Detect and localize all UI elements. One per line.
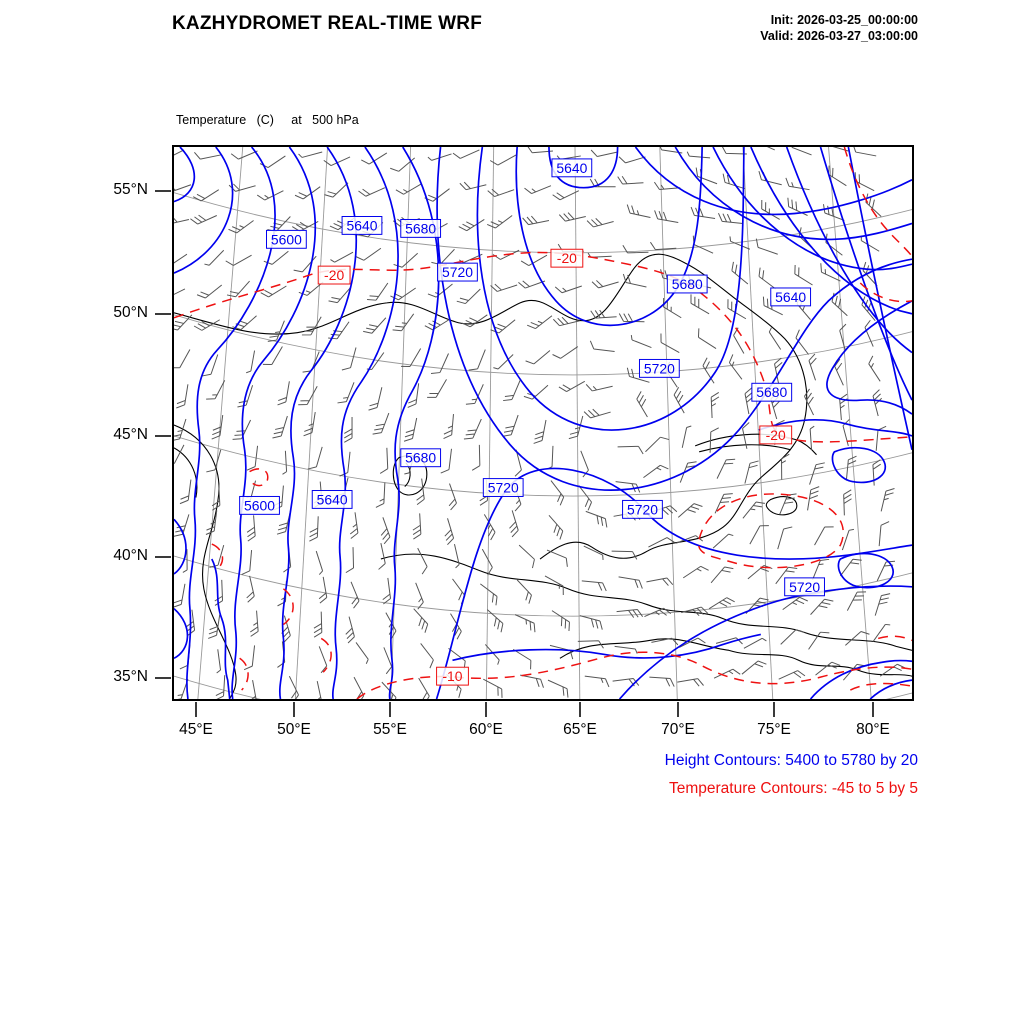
svg-text:5720: 5720 (643, 360, 675, 377)
map-canvas (174, 147, 912, 699)
contour-label (667, 275, 707, 293)
y-axis-tick-label: 55°N (113, 181, 148, 198)
svg-text:5640: 5640 (556, 159, 588, 176)
contour-label (785, 578, 825, 596)
height-contour-note: Height Contours: 5400 to 5780 by 20 (664, 752, 918, 769)
contour-label (240, 496, 280, 514)
svg-text:5720: 5720 (789, 578, 821, 595)
svg-text:5720: 5720 (441, 264, 473, 281)
x-axis-tick (195, 702, 197, 717)
contour-label (342, 216, 382, 234)
contour-label (438, 263, 478, 281)
x-axis-tick-label: 80°E (856, 721, 890, 738)
svg-text:5640: 5640 (775, 288, 807, 305)
x-axis-tick (677, 702, 679, 717)
weather-map (172, 145, 914, 701)
contour-label (437, 667, 469, 685)
temperature-contour-note: Temperature Contours: -45 to 5 by 5 (669, 780, 918, 797)
y-axis-tick (155, 556, 171, 558)
x-axis-tick-label: 60°E (469, 721, 503, 738)
x-axis-tick (485, 702, 487, 717)
contour-label (639, 359, 679, 377)
run-times (760, 12, 918, 44)
y-axis-tick-label: 35°N (113, 668, 148, 685)
svg-text:5720: 5720 (626, 501, 658, 518)
contour-label (552, 159, 592, 177)
x-axis-tick (872, 702, 874, 717)
contour-label (266, 230, 306, 248)
y-axis-tick-label: 40°N (113, 547, 148, 564)
y-axis-tick-label: 50°N (113, 304, 148, 321)
valid-time: Valid: 2026-03-27_03:00:00 (760, 29, 918, 43)
x-axis-tick (293, 702, 295, 717)
svg-text:-10: -10 (442, 668, 463, 685)
svg-text:5680: 5680 (756, 384, 788, 401)
x-axis-tick (389, 702, 391, 717)
x-axis-tick-label: 75°E (757, 721, 791, 738)
x-axis-tick-label: 45°E (179, 721, 213, 738)
y-axis-tick (155, 313, 171, 315)
init-time: Init: 2026-03-25_00:00:00 (770, 13, 918, 27)
x-axis-tick (579, 702, 581, 717)
x-axis-tick-label: 50°E (277, 721, 311, 738)
y-axis-tick (155, 677, 171, 679)
contour-label (312, 491, 352, 509)
svg-text:5680: 5680 (405, 220, 437, 237)
x-axis-tick (773, 702, 775, 717)
svg-text:5640: 5640 (346, 217, 378, 234)
x-axis-tick-label: 55°E (373, 721, 407, 738)
svg-text:5680: 5680 (671, 275, 703, 292)
svg-text:5720: 5720 (487, 479, 519, 496)
page-title: KAZHYDROMET REAL-TIME WRF (172, 13, 483, 34)
contour-label (318, 266, 350, 284)
x-axis-tick-label: 65°E (563, 721, 597, 738)
svg-text:-20: -20 (324, 267, 345, 284)
svg-text:5600: 5600 (270, 231, 302, 248)
x-axis-tick-label: 70°E (661, 721, 695, 738)
contour-label (483, 479, 523, 497)
contour-label (752, 383, 792, 401)
legend-line-temperature: Temperature (C) at 500 hPa (176, 113, 359, 127)
contour-label (760, 426, 792, 444)
svg-text:5600: 5600 (244, 497, 276, 514)
contour-label (771, 288, 811, 306)
y-axis-tick-label: 45°N (113, 426, 148, 443)
y-axis-tick (155, 435, 171, 437)
contour-label (401, 219, 441, 237)
contour-label (401, 449, 441, 467)
svg-text:-20: -20 (556, 250, 577, 267)
contour-label (551, 249, 583, 267)
svg-text:5680: 5680 (405, 449, 437, 466)
svg-text:-20: -20 (765, 426, 786, 443)
contour-label (623, 500, 663, 518)
y-axis-tick (155, 190, 171, 192)
svg-text:5640: 5640 (316, 491, 348, 508)
